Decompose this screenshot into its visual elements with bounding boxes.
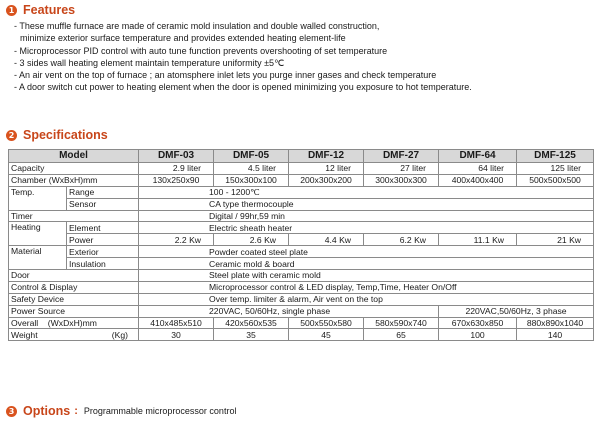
- overall-value: 880x890x1040: [517, 317, 594, 329]
- capacity-value: 12 liter: [289, 163, 364, 175]
- capacity-value: 2.9 liter: [139, 163, 214, 175]
- heating-label: Heating: [9, 222, 67, 246]
- model-name: DMF-05: [214, 150, 289, 163]
- safety-label: Safety Device: [9, 293, 139, 305]
- features-number-badge: 1: [6, 5, 17, 16]
- model-name: DMF-03: [139, 150, 214, 163]
- specifications-table: [8, 149, 594, 341]
- weight-value: 30: [139, 329, 214, 341]
- feature-line: - Microprocessor PID control with auto tune function prevents overshooting of set temperature: [14, 45, 388, 56]
- power-value: 21 Kw: [517, 234, 594, 246]
- table-row-model: [9, 150, 594, 163]
- options-text: Programmable microprocessor control: [83, 406, 237, 416]
- weight-value: 45: [289, 329, 364, 341]
- feature-line: - An air vent on the top of furnace ; an atomsphere inlet lets you purge inner gases and check temperature: [14, 70, 437, 81]
- weight-label: [9, 329, 139, 341]
- weight-value: 65: [364, 329, 439, 341]
- sensor-label: Sensor: [67, 198, 139, 210]
- model-name: DMF-27: [364, 150, 439, 163]
- weight-value: 100: [439, 329, 517, 341]
- model-name: DMF-125: [517, 150, 594, 163]
- power-value: 4.4 Kw: [289, 234, 364, 246]
- exterior-value: Powder coated steel plate: [139, 246, 594, 258]
- power-source-label: Power Source: [9, 305, 139, 317]
- table-row-heating-element: [9, 222, 594, 234]
- options-colon: :: [74, 405, 78, 417]
- feature-line: - These muffle furnace are made of ceramic mold insulation and double walled construction,: [14, 21, 380, 31]
- power-value: 2.2 Kw: [139, 234, 214, 246]
- options-section: [6, 404, 236, 418]
- specifications-number-badge: 2: [6, 130, 17, 141]
- power-value: 11.1 Kw: [439, 234, 517, 246]
- insulation-label: Insulation: [67, 258, 139, 270]
- table-row-door: [9, 270, 594, 282]
- element-value: Electric sheath heater: [139, 222, 594, 234]
- table-row-overall: [9, 317, 594, 329]
- overall-value: 670x630x850: [439, 317, 517, 329]
- table-row-temp-sensor: [9, 198, 594, 210]
- chamber-value: 130x250x90: [139, 174, 214, 186]
- table-row-weight: [9, 329, 594, 341]
- overall-label: [9, 317, 139, 329]
- weight-unit: (Kg): [111, 329, 129, 340]
- weight-label-text: Weight: [11, 329, 38, 340]
- table-row-control: [9, 281, 594, 293]
- feature-line: - A door switch cut power to heating element when the door is opened minimizing you exposure to hot temperature.: [14, 82, 472, 93]
- table-row-safety: [9, 293, 594, 305]
- control-label: Control & Display: [9, 281, 139, 293]
- specifications-title: Specifications: [23, 128, 108, 142]
- power-source-single: 220VAC, 50/60Hz, single phase: [139, 305, 439, 317]
- power-label: Power: [67, 234, 139, 246]
- weight-value: 140: [517, 329, 594, 341]
- element-label: Element: [67, 222, 139, 234]
- capacity-label: Capacity: [9, 163, 139, 175]
- door-label: Door: [9, 270, 139, 282]
- chamber-value: 200x300x200: [289, 174, 364, 186]
- chamber-label-text: Chamber: [11, 175, 47, 186]
- safety-value: Over temp. limiter & alarm, Air vent on the top: [139, 293, 594, 305]
- timer-label: Timer: [9, 210, 139, 222]
- model-name: DMF-64: [439, 150, 517, 163]
- weight-value: 35: [214, 329, 289, 341]
- overall-value: 420x560x535: [214, 317, 289, 329]
- overall-value: 410x485x510: [139, 317, 214, 329]
- chamber-value: 400x400x400: [439, 174, 517, 186]
- features-list: [14, 20, 594, 94]
- chamber-unit: (WxBxH)mm: [48, 175, 98, 186]
- overall-value: 580x590x740: [364, 317, 439, 329]
- control-value: Microprocessor control & LED display, Temp,Time, Heater On/Off: [139, 281, 594, 293]
- model-header: Model: [9, 150, 139, 163]
- power-value: 6.2 Kw: [364, 234, 439, 246]
- door-value: Steel plate with ceramic mold: [139, 270, 594, 282]
- options-number-badge: 3: [6, 406, 17, 417]
- table-row-temp-range: [9, 186, 594, 198]
- chamber-value: 500x500x500: [517, 174, 594, 186]
- power-value: 2.6 Kw: [214, 234, 289, 246]
- specifications-heading: [6, 128, 108, 142]
- features-title: Features: [23, 3, 76, 17]
- chamber-value: 300x300x300: [364, 174, 439, 186]
- range-value: 100 - 1200℃: [139, 186, 594, 198]
- capacity-value: 27 liter: [364, 163, 439, 175]
- temp-label: Temp.: [9, 186, 67, 210]
- table-row-heating-power: [9, 234, 594, 246]
- chamber-label: [9, 174, 139, 186]
- range-label: Range: [67, 186, 139, 198]
- exterior-label: Exterior: [67, 246, 139, 258]
- timer-value: Digital / 99hr,59 min: [139, 210, 594, 222]
- overall-value: 500x550x580: [289, 317, 364, 329]
- table-row-material-insulation: [9, 258, 594, 270]
- capacity-value: 64 liter: [439, 163, 517, 175]
- chamber-value: 150x300x100: [214, 174, 289, 186]
- table-row-material-exterior: [9, 246, 594, 258]
- model-name: DMF-12: [289, 150, 364, 163]
- options-title: Options: [23, 404, 71, 418]
- capacity-value: 4.5 liter: [214, 163, 289, 175]
- power-source-three: 220VAC,50/60Hz, 3 phase: [439, 305, 594, 317]
- overall-label-text: Overall: [11, 318, 39, 329]
- material-label: Material: [9, 246, 67, 270]
- table-row-chamber: [9, 174, 594, 186]
- features-heading: [6, 3, 75, 17]
- table-row-capacity: [9, 163, 594, 175]
- sensor-value: CA type thermocouple: [139, 198, 594, 210]
- capacity-value: 125 liter: [517, 163, 594, 175]
- feature-line: - 3 sides wall heating element maintain temperature uniformity ±5℃: [14, 57, 285, 68]
- table-row-timer: [9, 210, 594, 222]
- overall-unit: (WxDxH)mm: [47, 318, 97, 329]
- table-row-power-source: [9, 305, 594, 317]
- feature-line: minimize exterior surface temperature and provides extended heating element-life: [20, 33, 346, 44]
- insulation-value: Ceramic mold & board: [139, 258, 594, 270]
